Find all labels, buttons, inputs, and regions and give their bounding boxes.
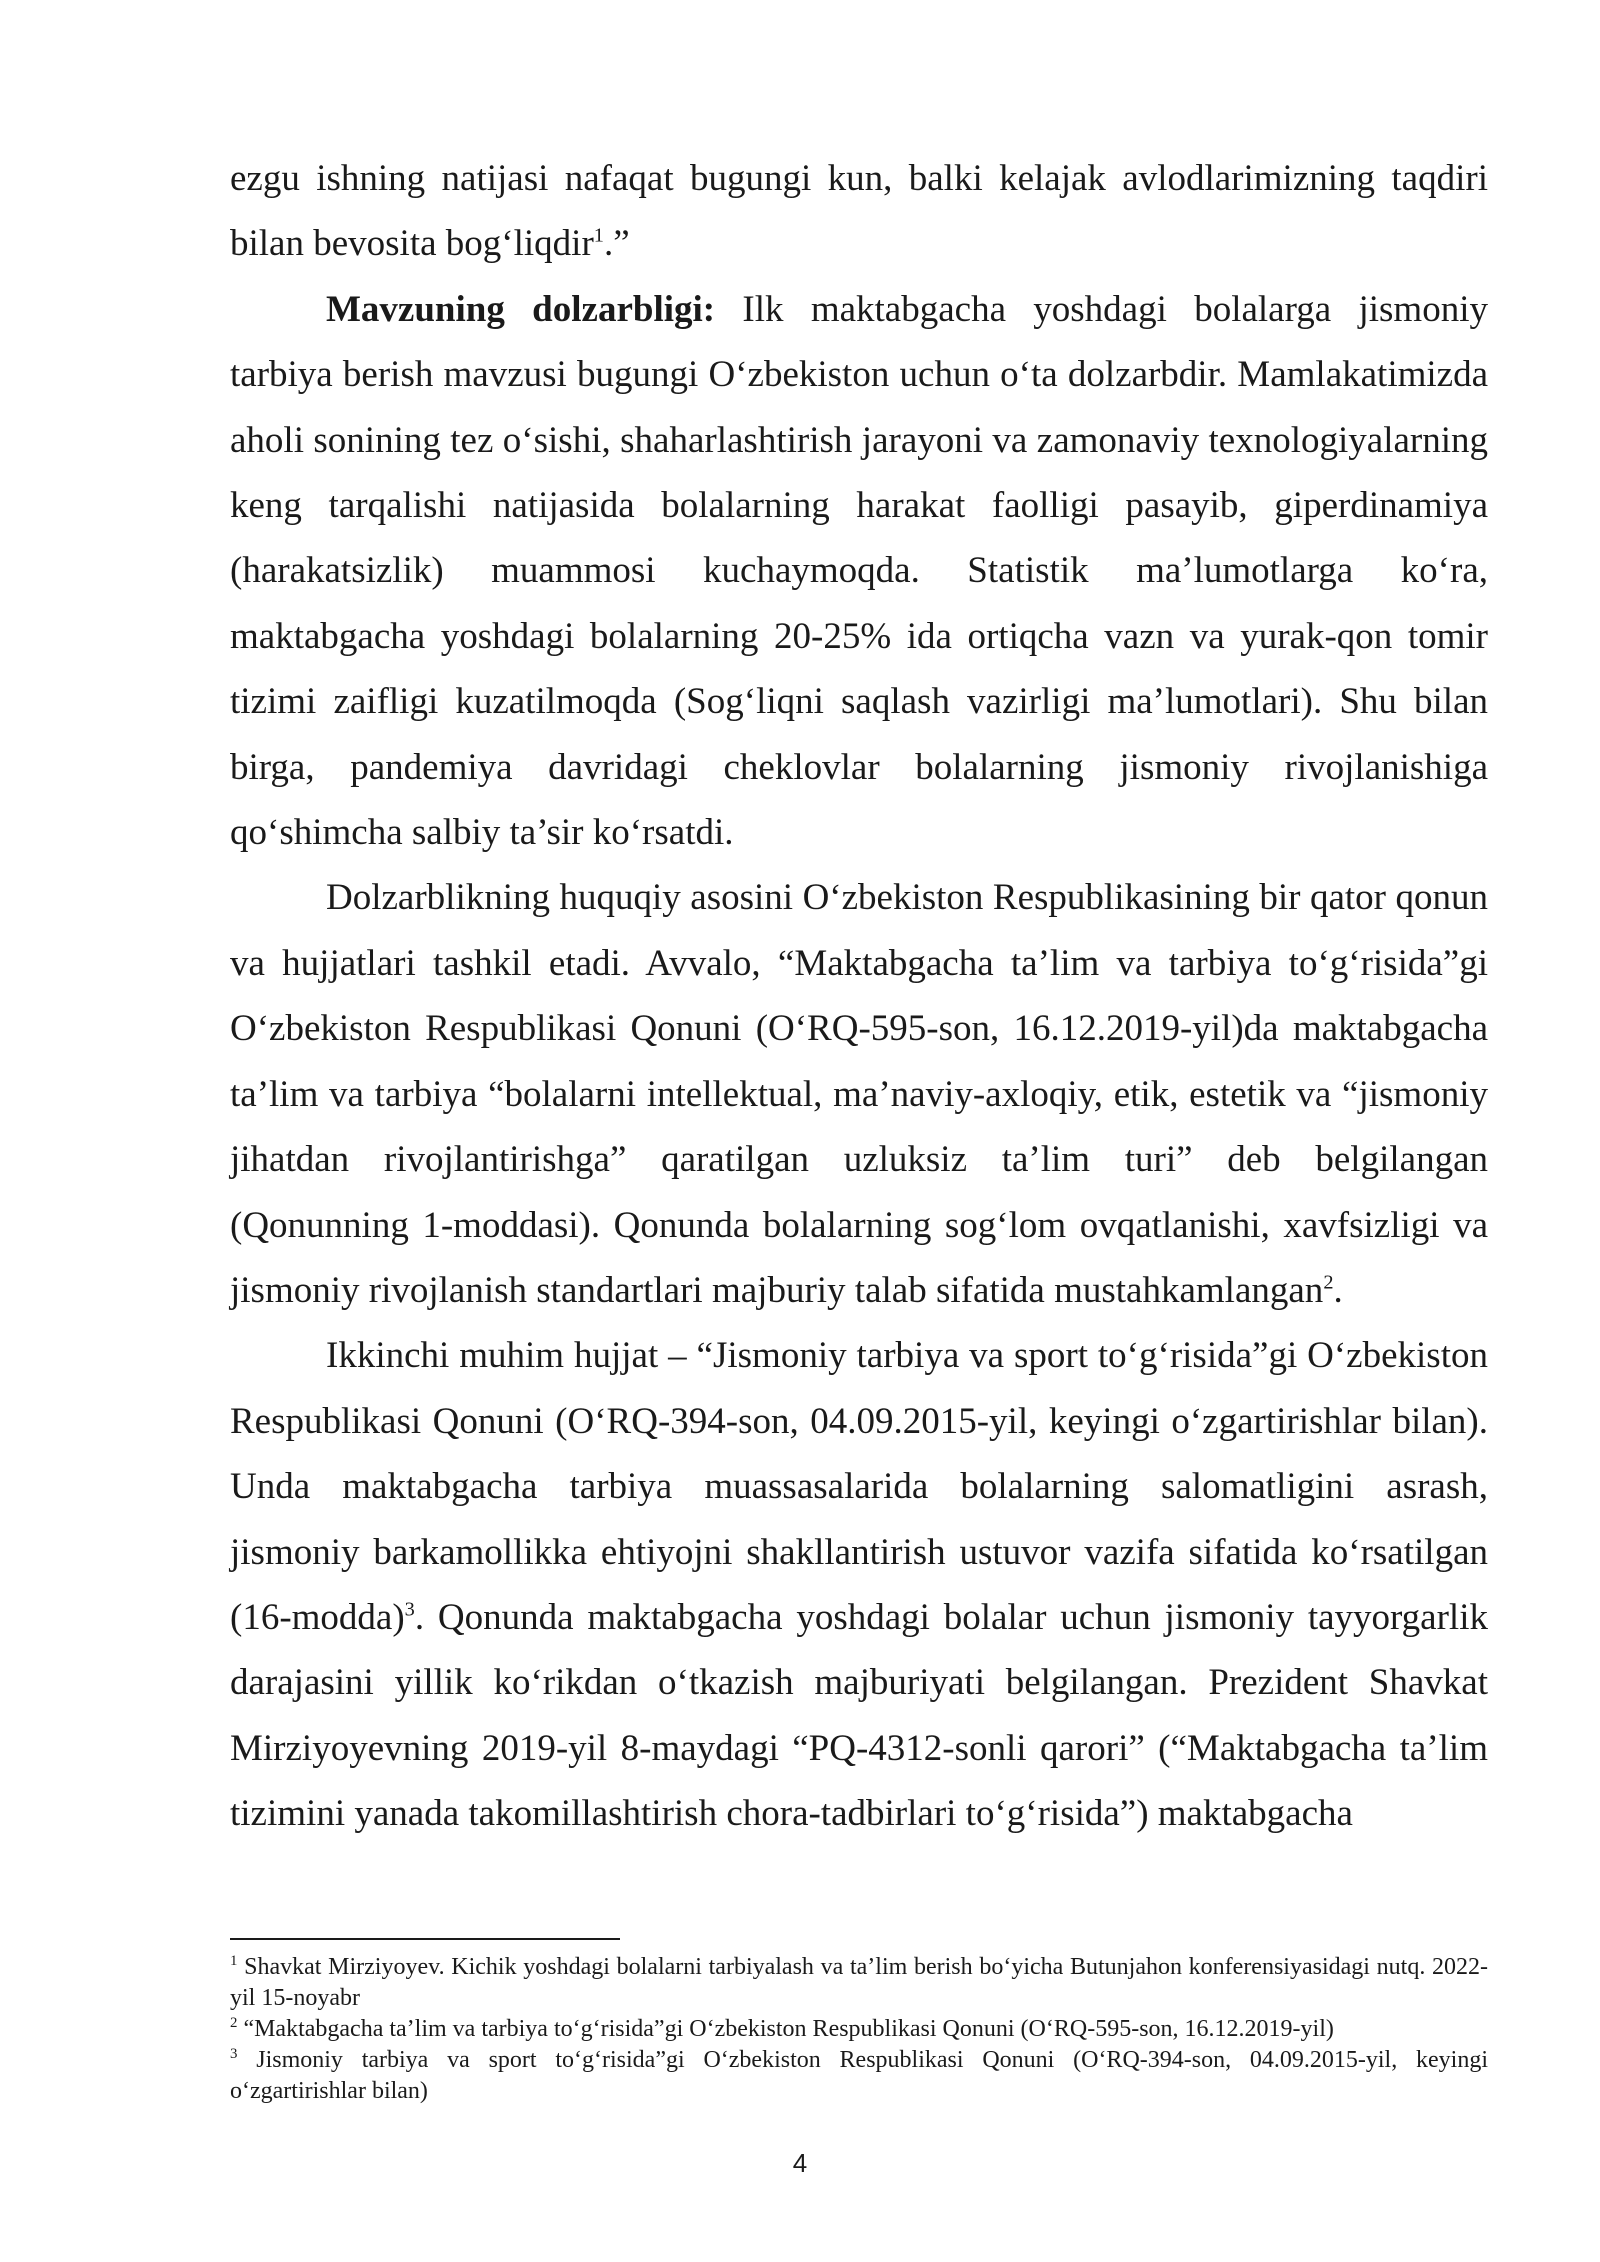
footnote-item [230, 1952, 1488, 2014]
page-number: 4 [792, 2148, 808, 2178]
footnote-item [230, 2045, 1488, 2107]
paragraph-continuation [230, 146, 1488, 277]
section-lead-heading: Mavzuning dolzarbligi: [326, 288, 716, 330]
paragraph-text: Dolzarblikning huquqiy asosini O‘zbekiston Respublikasining bir qator qonun va hujjatlari tashkil etadi. Avvalo, “Maktabgacha ta’lim va tarbiya to‘g‘risida”gi O‘zbekiston Respublikasi Qonuni (O‘RQ-595-son, 16.12.2019-yil)da maktabgacha ta’lim va tarbiya “bolalarni intellektual, ma’naviy-axloqiy, etik, estetik va “jismoniy jihatdan rivojlantirishga” qaratilgan uzluksiz ta’lim turi” deb belgilangan (Qonunning 1-moddasi). Qonunda bolalarning sog‘lom ovqatlanishi, xavfsizligi va jismoniy rivojlanish standartlari majburiy talab sifatida mustahkamlangan [230, 877, 1488, 1311]
paragraph-text: Ilk maktabgacha yoshdagi bolalarga jismoniy tarbiya berish mavzusi bugungi O‘zbekiston uchun o‘ta dolzarbdir. Mamlakatimizda aholi sonining tez o‘sishi, shaharlashtirish jarayoni va zamonaviy texnologiyalarning keng tarqalishi natijasida bolalarning harakat faolligi pasayib, giperdinamiya (harakatsizlik) muammosi kuchaymoqda. Statistik ma’lumotlarga ko‘ra, maktabgacha yoshdagi bolalarning 20-25% ida ortiqcha vazn va yurak-qon tomir tizimi zaifligi kuzatilmoqda (Sog‘liqni saqlash vazirligi ma’lumotlari). Shu bilan birga, pandemiya davridagi cheklovlar bolalarning jismoniy rivojlanishiga qo‘shimcha salbiy ta’sir ko‘rsatdi. [230, 288, 1488, 854]
paragraph-text: ezgu ishning natijasi nafaqat bugungi kun, balki kelajak avlodlarimizning taqdiri bilan bevosita bog‘liqdir [230, 158, 1488, 265]
footnote-text: Jismoniy tarbiya va sport to‘g‘risida”gi O‘zbekiston Respublikasi Qonuni (O‘RQ-394-son, 04.09.2015-yil, keyingi o‘zgartirishlar bilan) [230, 2047, 1488, 2104]
footnote-separator [230, 1938, 620, 1940]
footnote-mark: 2 [230, 2015, 238, 2031]
footnote-mark: 3 [230, 2046, 238, 2062]
footnote-ref-3[interactable]: 3 [404, 1598, 415, 1621]
paragraph-relevance [230, 277, 1488, 866]
footnote-ref-2[interactable]: 2 [1323, 1271, 1334, 1294]
paragraph-text-continued: . Qonunda maktabgacha yoshdagi bolalar uchun jismoniy tayyorgarlik darajasini yillik ko‘rikdan o‘tkazish majburiyati belgilangan. Prezident Shavkat Mirziyoyevning 2019-yil 8-maydagi “PQ-4312-sonli qarori” (“Maktabgacha ta’lim tizimini yanada takomillashtirish chora-tadbirlari to‘g‘risida”) maktabgacha [230, 1596, 1488, 1835]
footnote-item [230, 2014, 1488, 2045]
paragraph-legal-basis [230, 865, 1488, 1323]
footnote-text: Shavkat Mirziyoyev. Kichik yoshdagi bolalarni tarbiyalash va ta’lim berish bo‘yicha Butunjahon konferensiyasidagi nutq. 2022-yil 15-noyabr [230, 1954, 1488, 2011]
footnote-text: “Maktabgacha ta’lim va tarbiya to‘g‘risida”gi O‘zbekiston Respublikasi Qonuni (O‘RQ-595-son, 16.12.2019-yil) [237, 2016, 1334, 2042]
paragraph-end: .” [603, 223, 630, 265]
footnotes [230, 1952, 1488, 2107]
body-text [230, 146, 1488, 1847]
paragraph-text: Ikkinchi muhim hujjat – “Jismoniy tarbiya va sport to‘g‘risida”gi O‘zbekiston Respublikasi Qonuni (O‘RQ-394-son, 04.09.2015-yil, keyingi o‘zgartirishlar bilan). Unda maktabgacha tarbiya muassasalarida bolalarning salomatligini asrash, jismoniy barkamollikka ehtiyojni shakllantirish ustuvor vazifa sifatida ko‘rsatilgan (16-modda) [230, 1335, 1488, 1638]
footnote-ref-1[interactable]: 1 [593, 225, 604, 248]
paragraph-end: . [1333, 1269, 1343, 1311]
footnote-mark: 1 [230, 1953, 238, 1969]
paragraph-second-document [230, 1323, 1488, 1846]
